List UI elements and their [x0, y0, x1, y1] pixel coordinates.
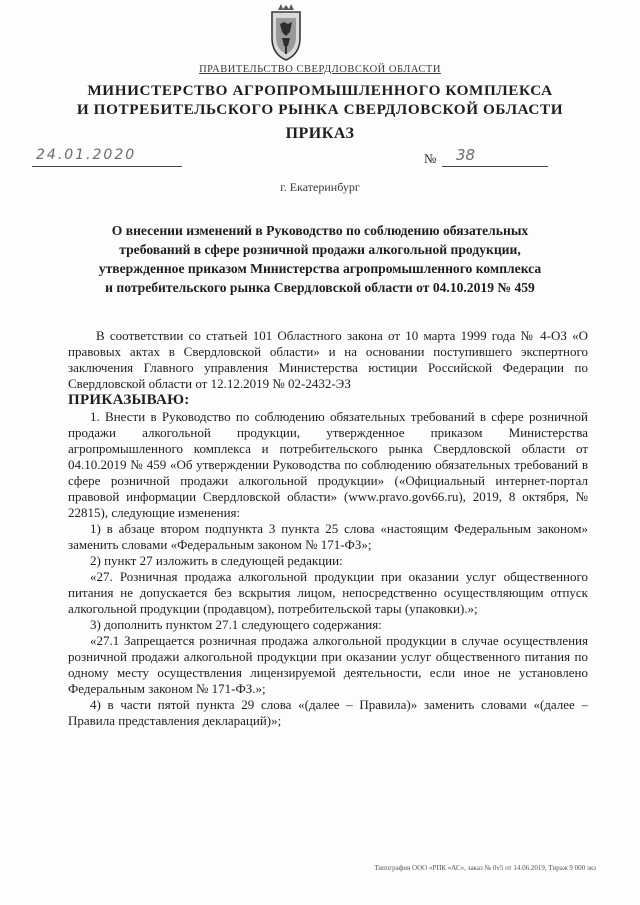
title-line-2: требований в сфере розничной продажи алкогольной продукции,: [119, 242, 521, 257]
document-title: [70, 221, 570, 297]
quote-27-paragraph: «27. Розничная продажа алкогольной продукции при оказании услуг общественного питания не допускается без вскрытия лицом, непосредственно осуществляющим отпуск алкогольной продукции (продавцом), потребительской тары (упаковки).»;: [68, 569, 588, 616]
handwritten-date: 24.01.2020: [36, 147, 137, 163]
number-field: [442, 146, 548, 167]
title-line-1: О внесении изменений в Руководство по соблюдению обязательных: [111, 223, 529, 238]
ministry-name-line-2: И ПОТРЕБИТЕЛЬСКОГО РЫНКА СВЕРДЛОВСКОЙ ОБЛАСТИ: [76, 101, 564, 118]
date-field: [32, 147, 182, 167]
title-line-3: утвержденное приказом Министерства агропромышленного комплекса: [98, 261, 542, 276]
preamble-paragraph: В соответствии со статьей 101 Областного закона от 10 марта 1999 года № 4-ОЗ «О правовых актах в Свердловской области» и на основании поступившего экспертного заключения Главного управления Министерства юстиции Российской Федерации по Свердловской области от 12.12.2019 № 02-2432-ЭЗ: [68, 328, 588, 391]
government-name: ПРАВИТЕЛЬСТВО СВЕРДЛОВСКОЙ ОБЛАСТИ: [199, 64, 441, 75]
number-label: №: [424, 151, 437, 166]
handwritten-number: 38: [456, 146, 476, 164]
coat-of-arms-emblem-icon: [262, 4, 310, 62]
item-1-paragraph: 1. Внести в Руководство по соблюдению обязательных требований в сфере розничной продажи алкогольной продукции, утвержденное приказом Министерства агропромышленного комплекса и потребительского рынка Свердловской области от 04.10.2019 № 459 «Об утверждении Руководства по соблюдению обязательных требований в сфере розничной продажи алкогольной продукции» («Официальный интернет-портал правовой информации Свердловской области» (www.pravo.gov66.ru), 2019, 8 октября, № 22815), следующие изменения:: [68, 409, 588, 520]
subitem-4-paragraph: 4) в части пятой пункта 29 слова «(далее – Правила)» заменить словами «(далее – Правила представления деклараций)»;: [68, 697, 588, 728]
quote-27-1-paragraph: «27.1 Запрещается розничная продажа алкогольной продукции в случае осуществления розничной продажи алкогольной продукции при оказании услуг общественного питания по одному месту осуществления лицензируемой деятельности, если иное не установлено Федеральным законом № 171-ФЗ.»;: [68, 633, 588, 696]
document-body: [68, 328, 588, 729]
city-name: г. Екатеринбург: [280, 180, 360, 194]
document-type: ПРИКАЗ: [285, 125, 355, 142]
subitem-1-paragraph: 1) в абзаце втором подпункта 3 пункта 25 слова «настоящим Федеральным законом» заменить словами «Федеральным законом № 171-ФЗ»;: [68, 521, 588, 552]
ministry-name-line-1: МИНИСТЕРСТВО АГРОПРОМЫШЛЕННОГО КОМПЛЕКСА: [87, 82, 553, 99]
subitem-2-paragraph: 2) пункт 27 изложить в следующей редакции:: [90, 553, 343, 568]
order-word: ПРИКАЗЫВАЮ:: [68, 392, 190, 408]
ministry-name: [60, 81, 580, 119]
title-line-4: и потребительского рынка Свердловской области от 04.10.2019 № 459: [105, 280, 535, 295]
print-imprint: Типография ООО «РПК «АС», заказ № 0v5 от 14.06.2019, Тираж 9 000 экз: [374, 864, 596, 872]
subitem-3-paragraph: 3) дополнить пунктом 27.1 следующего содержания:: [90, 617, 382, 632]
